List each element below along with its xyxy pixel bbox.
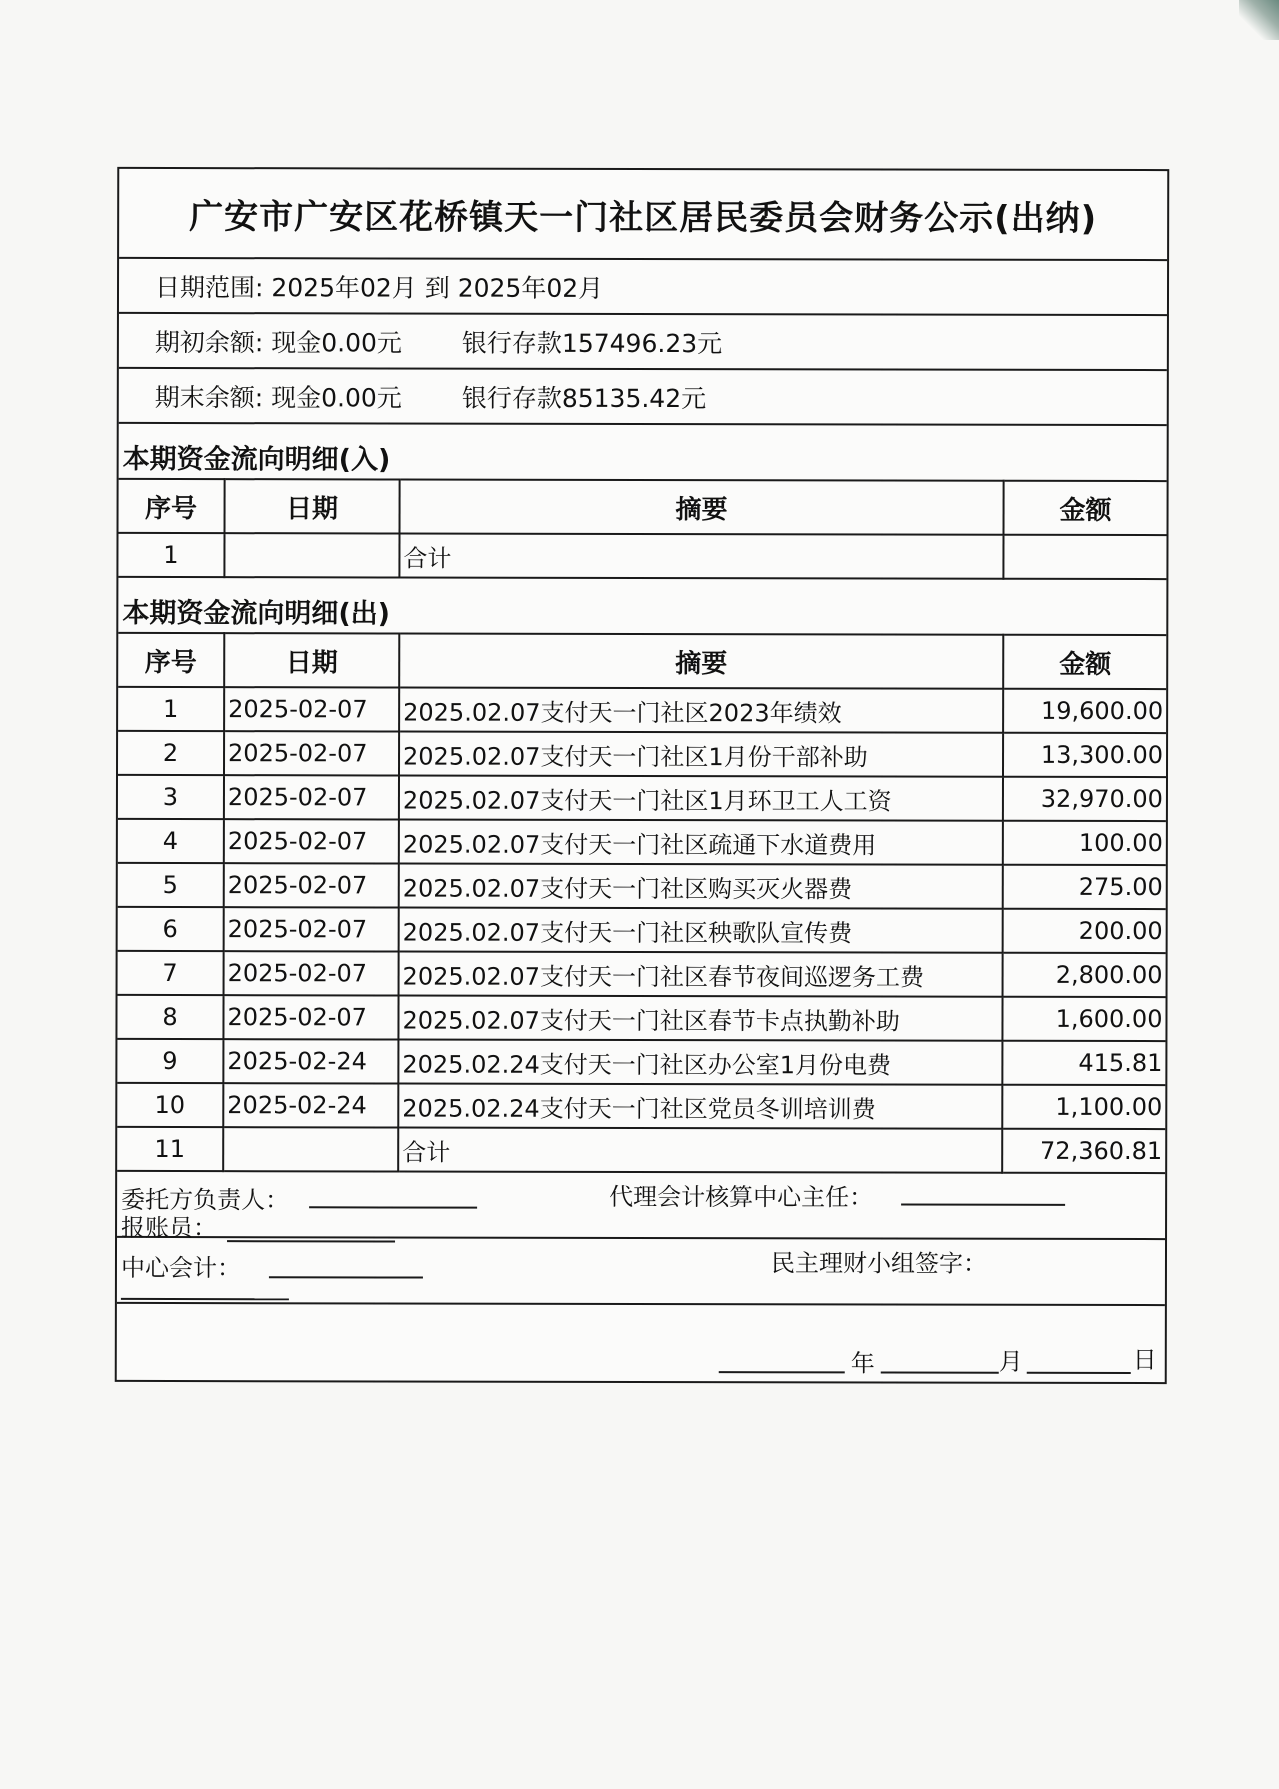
row-desc: 2025.02.07支付天一门社区1月份干部补助 xyxy=(399,731,1003,776)
bookkeeper-label: 报账员： xyxy=(121,1213,218,1243)
row-index: 6 xyxy=(118,907,224,951)
table-row xyxy=(118,687,1166,733)
row-date: 2025-02-07 xyxy=(224,951,399,995)
income-heading: 本期资金流向明细(入) xyxy=(122,443,391,476)
closing-balance xyxy=(119,369,1167,426)
row-desc: 2025.02.07支付天一门社区购买灭火器费 xyxy=(399,863,1003,908)
col-header-index: 序号 xyxy=(118,633,224,687)
year-label: 年 xyxy=(850,1349,875,1378)
col-header-desc: 摘要 xyxy=(400,479,1004,534)
income-header-row xyxy=(119,479,1167,535)
signature-row-1 xyxy=(117,1172,1165,1243)
table-row xyxy=(118,863,1166,909)
row-index: 3 xyxy=(118,775,224,819)
month-label: 月 xyxy=(998,1347,1023,1376)
opening-balance xyxy=(119,314,1167,371)
row-index: 1 xyxy=(118,533,224,577)
row-index: 4 xyxy=(118,819,224,863)
principal-sign-line[interactable] xyxy=(309,1206,477,1208)
date-range xyxy=(119,259,1167,316)
row-index: 2 xyxy=(118,731,224,775)
row-date: 2025-02-24 xyxy=(223,1039,398,1083)
row-desc: 2025.02.07支付天一门社区春节卡点执勤补助 xyxy=(398,995,1002,1040)
row-desc: 2025.02.07支付天一门社区疏通下水道费用 xyxy=(399,819,1003,864)
agency-director-label: 代理会计核算中心主任： xyxy=(609,1182,874,1212)
income-table xyxy=(118,478,1166,580)
row-date: 2025-02-07 xyxy=(224,775,399,819)
table-row xyxy=(118,731,1166,777)
center-accountant-sign-line[interactable] xyxy=(269,1276,423,1278)
center-accountant-label: 中心会计： xyxy=(120,1253,241,1283)
opening-cash: 期初余额: 现金0.00元 xyxy=(154,327,402,357)
closing-cash: 期末余额: 现金0.00元 xyxy=(154,382,402,412)
row-desc: 2025.02.07支付天一门社区1月环卫工人工资 xyxy=(399,775,1003,820)
row-amount: 415.81 xyxy=(1002,1041,1165,1085)
row-amount: 200.00 xyxy=(1003,909,1166,953)
extra-sign-line[interactable] xyxy=(121,1298,289,1300)
row-amount: 72,360.81 xyxy=(1002,1129,1165,1173)
expense-table-wrap xyxy=(117,632,1166,1174)
row-desc: 2025.02.07支付天一门社区2023年绩效 xyxy=(399,687,1003,732)
year-line[interactable] xyxy=(719,1371,845,1373)
row-index: 9 xyxy=(117,1039,223,1083)
date-range-text: 日期范围: 2025年02月 到 2025年02月 xyxy=(154,272,604,303)
row-amount: 100.00 xyxy=(1003,821,1166,865)
day-label: 日 xyxy=(1132,1346,1157,1375)
expense-heading: 本期资金流向明细(出) xyxy=(122,597,391,630)
signature-row-2 xyxy=(117,1238,1165,1306)
row-amount xyxy=(1003,535,1166,579)
row-index: 5 xyxy=(118,863,224,907)
income-table-wrap xyxy=(118,478,1166,580)
row-desc: 2025.02.07支付天一门社区春节夜间巡逻务工费 xyxy=(399,951,1003,996)
row-date: 2025-02-07 xyxy=(224,731,399,775)
month-line[interactable] xyxy=(881,1372,999,1374)
table-row xyxy=(118,951,1166,997)
row-amount: 1,600.00 xyxy=(1002,997,1165,1041)
table-row xyxy=(118,533,1166,579)
row-index: 1 xyxy=(118,687,224,731)
row-amount: 19,600.00 xyxy=(1003,689,1166,733)
page-corner-shadow xyxy=(1239,0,1279,40)
col-header-date: 日期 xyxy=(225,479,400,533)
principal-label: 委托方负责人： xyxy=(121,1185,290,1215)
row-amount: 1,100.00 xyxy=(1002,1085,1165,1129)
row-amount: 13,300.00 xyxy=(1003,733,1166,777)
table-row xyxy=(118,907,1166,953)
row-desc: 合计 xyxy=(399,533,1003,578)
row-desc: 合计 xyxy=(398,1127,1002,1172)
closing-bank: 银行存款85135.42元 xyxy=(461,383,707,413)
row-index: 11 xyxy=(117,1127,223,1171)
row-date xyxy=(223,1127,398,1171)
row-date: 2025-02-07 xyxy=(224,863,399,907)
row-index: 7 xyxy=(118,951,224,995)
row-date: 2025-02-07 xyxy=(224,687,399,731)
col-header-date: 日期 xyxy=(224,633,399,687)
col-header-amount: 金额 xyxy=(1003,635,1166,689)
col-header-index: 序号 xyxy=(119,479,225,533)
row-date: 2025-02-24 xyxy=(223,1083,398,1127)
signature-date-row xyxy=(117,1304,1165,1382)
table-row xyxy=(118,775,1166,821)
row-amount: 2,800.00 xyxy=(1003,953,1166,997)
row-desc: 2025.02.24支付天一门社区党员冬训培训费 xyxy=(398,1083,1002,1128)
row-desc: 2025.02.24支付天一门社区办公室1月份电费 xyxy=(398,1039,1002,1084)
table-row xyxy=(117,995,1165,1041)
row-amount: 275.00 xyxy=(1003,865,1166,909)
day-line[interactable] xyxy=(1027,1372,1131,1374)
finance-notice-form xyxy=(115,167,1170,1384)
page-title: 广安市广安区花桥镇天一门社区居民委员会财务公示(出纳) xyxy=(119,169,1167,261)
opening-bank: 银行存款157496.23元 xyxy=(461,328,723,358)
col-header-desc: 摘要 xyxy=(399,633,1003,688)
expense-rows xyxy=(117,687,1166,1173)
expense-table xyxy=(117,632,1166,1174)
row-amount: 32,970.00 xyxy=(1003,777,1166,821)
col-header-amount: 金额 xyxy=(1004,481,1167,535)
bookkeeper-sign-line[interactable] xyxy=(227,1240,395,1242)
table-row xyxy=(118,819,1166,865)
row-date: 2025-02-07 xyxy=(224,907,399,951)
row-date xyxy=(224,533,399,577)
row-desc: 2025.02.07支付天一门社区秧歌队宣传费 xyxy=(399,907,1003,952)
table-row xyxy=(117,1083,1165,1129)
agency-director-sign-line[interactable] xyxy=(901,1204,1065,1206)
row-date: 2025-02-07 xyxy=(223,995,398,1039)
table-row xyxy=(117,1039,1165,1085)
table-row xyxy=(117,1127,1165,1173)
row-date: 2025-02-07 xyxy=(224,819,399,863)
expense-header-row xyxy=(118,633,1166,689)
row-index: 8 xyxy=(117,995,223,1039)
democratic-group-label: 民主理财小组签字： xyxy=(770,1249,988,1278)
row-index: 10 xyxy=(117,1083,223,1127)
